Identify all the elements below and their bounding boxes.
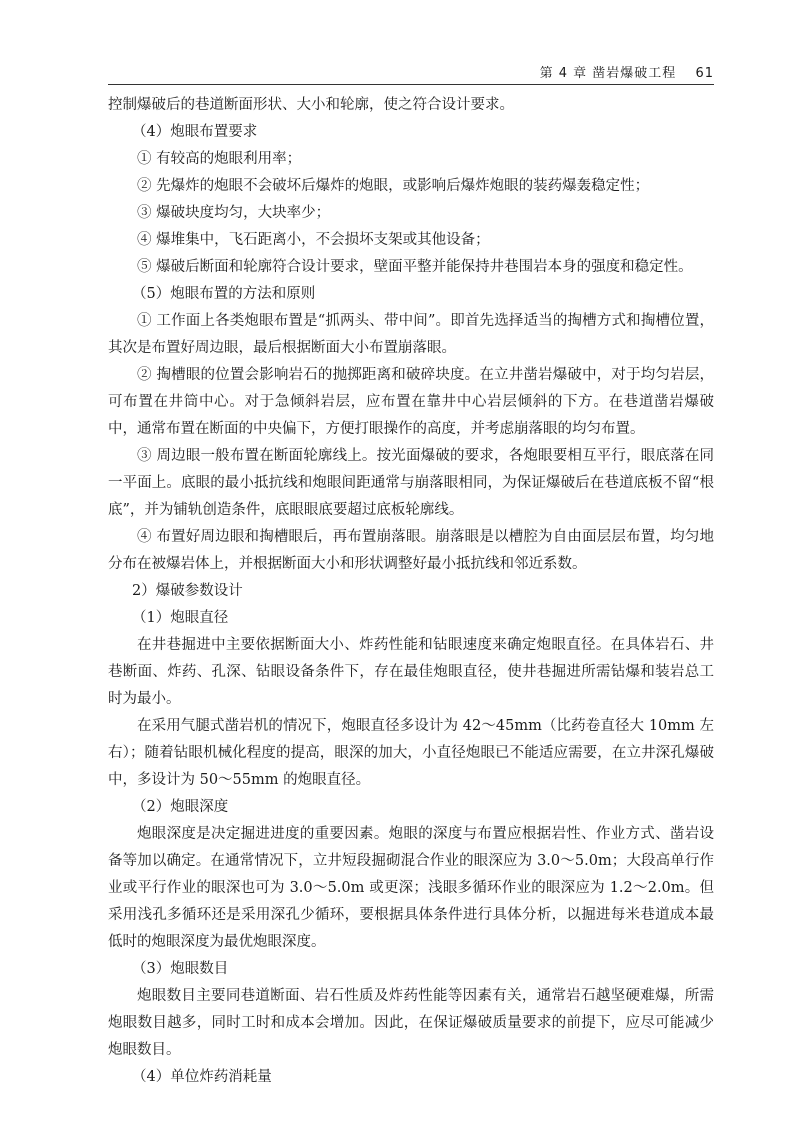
list-item: ① 有较高的炮眼利用率； [137, 151, 302, 167]
heading-blasting-parameters: 2）爆破参数设计 [132, 583, 243, 599]
heading-hole-diameter: （1）炮眼直径 [132, 610, 229, 626]
list-item: ③ 周边眼一般布置在断面轮廓线上。按光面爆破的要求，各炮眼要相互平行，眼底落在同一平面上。底眼的最小抵抗线和炮眼间距通常与崩落眼相同，为保证爆破后在巷道底板不留“根底”，并为铺轨创造条件，底眼眼底要超过底板轮廓线。 [108, 448, 714, 518]
paragraph: 炮眼数目主要同巷道断面、岩石性质及炸药性能等因素有关，通常岩石越坚硬难爆，所需炮眼数目越多，同时工时和成本会增加。因此，在保证爆破质量要求的前提下，应尽可能减少炮眼数目。 [108, 988, 714, 1058]
list-item: ④ 布置好周边眼和掏槽眼后，再布置崩落眼。崩落眼是以槽腔为自由面层层布置，均匀地分布在被爆岩体上，并根据断面大小和形状调整好最小抵抗线和邻近系数。 [108, 529, 714, 572]
paragraph: 在采用气腿式凿岩机的情况下，炮眼直径多设计为 42～45mm（比药卷直径大 10mm 左右）；随着钻眼机械化程度的提高，眼深的加大，小直径炮眼已不能适应需要，在立井深孔爆破中，多设计为 50～55mm 的炮眼直径。 [108, 718, 714, 788]
running-head [540, 62, 714, 81]
list-item: ② 先爆炸的炮眼不会破坏后爆炸的炮眼，或影响后爆炸炮眼的装药爆轰稳定性； [137, 178, 650, 194]
heading-hole-layout-methods: （5）炮眼布置的方法和原则 [132, 286, 316, 302]
paragraph: 炮眼深度是决定掘进进度的重要因素。炮眼的深度与布置应根据岩性、作业方式、凿岩设备等加以确定。在通常情况下，立井短段掘砌混合作业的眼深应为 3.0～5.0m；大段高单行作业或平行作业的眼深也可为 3.0～5.0m 或更深；浅眼多循环作业的眼深应为 1.2～2.0m。但采用浅孔多循环还是采用深孔少循环，要根据具体条件进行具体分析，以掘进每米巷道成本最低时的炮眼深度为最优炮眼深度。 [108, 826, 714, 950]
list-item: ③ 爆破块度均匀，大块率少； [137, 205, 331, 221]
chapter-title: 凿岩爆破工程 [592, 66, 677, 81]
heading-explosive-consumption: （4）单位炸药消耗量 [132, 1069, 272, 1085]
paragraph: 在井巷掘进中主要依据断面大小、炸药性能和钻眼速度来确定炮眼直径。在具体岩石、井巷断面、炸药、孔深、钻眼设备条件下，存在最佳炮眼直径，使井巷掘进所需钻爆和装岩总工时为最小。 [108, 637, 714, 707]
heading-hole-layout-requirements: （4）炮眼布置要求 [132, 124, 258, 140]
page-number: 61 [695, 66, 714, 81]
list-item: ② 掏槽眼的位置会影响岩石的抛掷距离和破碎块度。在立井凿岩爆破中，对于均匀岩层，可布置在井筒中心。对于急倾斜岩层，应布置在靠井中心岩层倾斜的下方。在巷道凿岩爆破中，通常布置在断面的中央偏下，方便打眼操作的高度，并考虑崩落眼的均匀布置。 [108, 367, 714, 437]
list-item: ⑤ 爆破后断面和轮廓符合设计要求，壁面平整并能保持井巷围岩本身的强度和稳定性。 [137, 259, 693, 275]
chapter-number: 第 4 章 [539, 66, 588, 81]
heading-hole-count: （3）炮眼数目 [132, 961, 229, 977]
list-item: ① 工作面上各类炮眼布置是“抓两头、带中间”。即首先选择适当的掏槽方式和掏槽位置，其次是布置好周边眼，最后根据断面大小布置崩落眼。 [108, 313, 714, 356]
page-header [108, 58, 714, 85]
list-item: ④ 爆堆集中，飞石距离小，不会损坏支架或其他设备； [137, 232, 490, 248]
paragraph-continuation: 控制爆破后的巷道断面形状、大小和轮廓，使之符合设计要求。 [108, 97, 514, 113]
page-body [108, 92, 714, 1091]
heading-hole-depth: （2）炮眼深度 [132, 799, 229, 815]
